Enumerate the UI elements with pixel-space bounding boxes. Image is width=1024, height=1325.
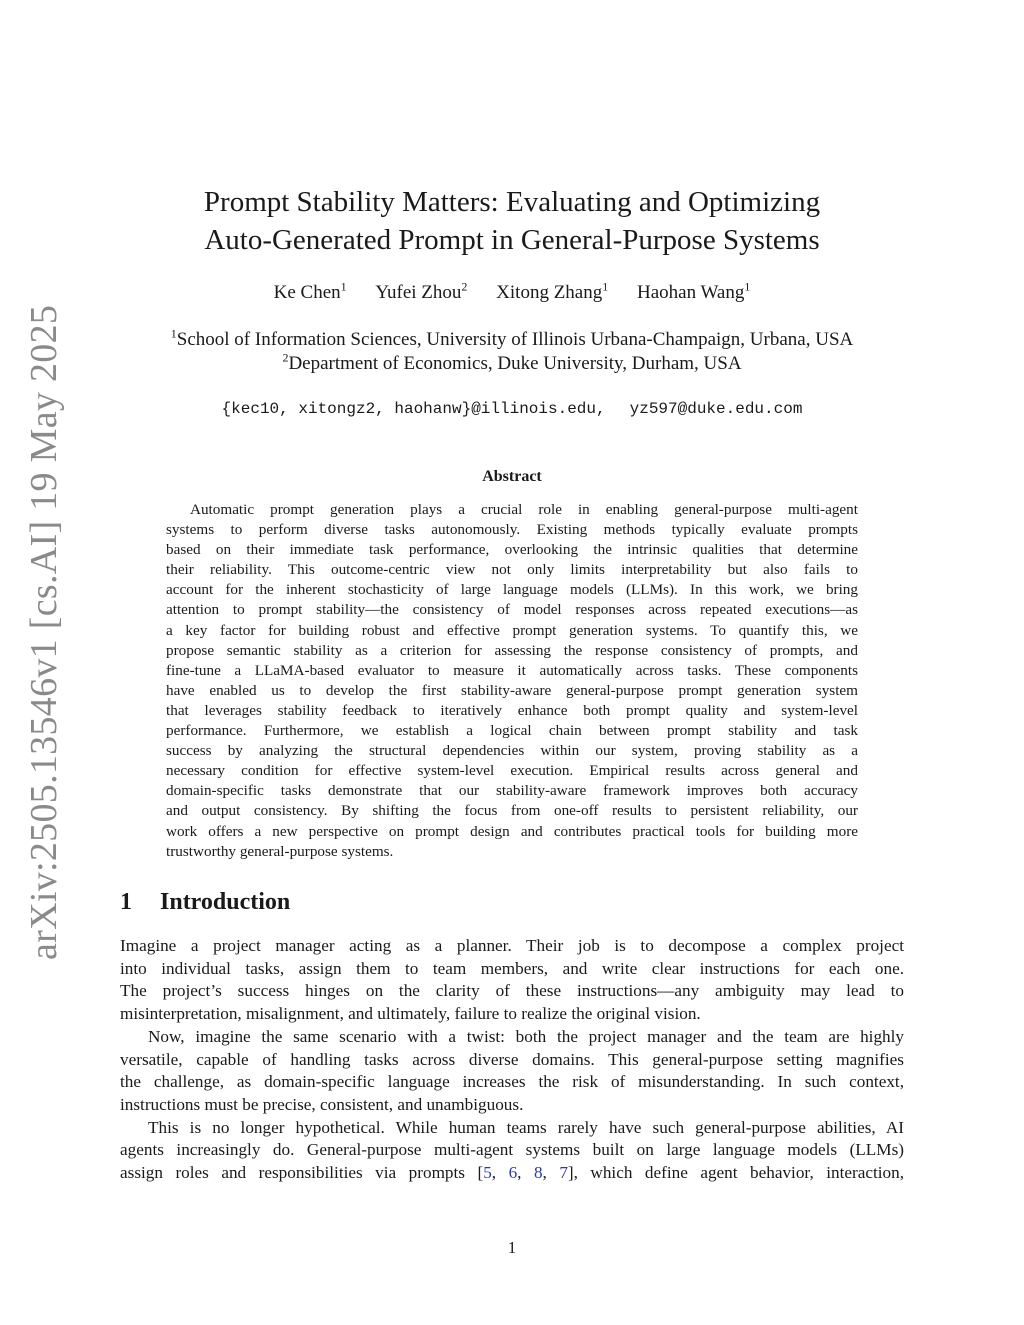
body-line: versatile, capable of handling tasks across diverse domains. This general-purpose setting magnifies (120, 1049, 904, 1069)
title-line-2: Auto-Generated Prompt in General-Purpose Systems (204, 224, 820, 256)
body-line: misinterpretation, misalignment, and ultimately, failure to realize the original vision. (120, 1004, 701, 1024)
abstract-line: and output consistency. By shifting the focus from one-off results to persistent reliability, our (166, 802, 858, 820)
abstract-line: trustworthy general-purpose systems. (166, 842, 394, 860)
body-line: Now, imagine the same scenario with a twist: both the project manager and the team are highly (148, 1026, 904, 1046)
body-line-with-citations: assign roles and responsibilities via prompts [5, 6, 8, 7], which define agent behavior, interaction, (120, 1163, 905, 1183)
body-line: the challenge, as domain-specific language increases the risk of misunderstanding. In such context, (120, 1072, 904, 1092)
title-line-1: Prompt Stability Matters: Evaluating and Optimizing (203, 186, 821, 218)
abstract-line: based on their immediate task performance, overlooking the intrinsic qualities that determine (166, 541, 858, 559)
abstract-line: necessary condition for effective system-level execution. Empirical results across general and (166, 762, 858, 780)
abstract-line: their reliability. This outcome-centric view not only limits interpretability but also fails to (166, 561, 858, 579)
author-list (0, 279, 1024, 304)
author: Ke Chen$^1$ (273, 279, 347, 303)
affiliations (0, 328, 1024, 376)
section-heading-introduction (120, 889, 290, 916)
abstract-line: that leverages stability feedback to iteratively enhance both prompt quality and system-level (166, 701, 858, 719)
author-emails (0, 400, 1024, 418)
abstract-line: have enabled us to develop the first stability-aware general-purpose prompt generation system (166, 681, 858, 699)
affiliation: $^1$School of Information Sciences, University of Illinois Urbana-Champaign, Urbana, USA (170, 326, 854, 350)
body-line: Imagine a project manager acting as a planner. Their job is to decompose a complex project (120, 936, 904, 955)
paper-title (0, 183, 1024, 259)
email-illinois: {kec10, xitongz2, haohanw}@illinois.edu, (221, 400, 606, 418)
abstract-heading: Abstract (482, 468, 542, 485)
section-number: 1 (120, 889, 132, 915)
email-duke: yz597@duke.edu.com (629, 400, 803, 418)
citation-link[interactable]: 6 (508, 1163, 518, 1183)
citation-link[interactable]: 8 (533, 1163, 543, 1183)
author: Xitong Zhang$^1$ (496, 279, 609, 303)
section-title: Introduction (160, 889, 291, 915)
abstract-line: a key factor for building robust and effective prompt generation systems. To quantify this, we (166, 621, 858, 639)
body-line: This is no longer hypothetical. While human teams rarely have such general-purpose abilities, AI (148, 1117, 904, 1137)
abstract-line: domain-specific tasks demonstrate that our stability-aware framework improves both accuracy (166, 782, 858, 800)
body-line: The project’s success hinges on the clarity of these instructions—any ambiguity may lead to (120, 981, 904, 1001)
author: Haohan Wang$^1$ (637, 279, 751, 303)
abstract-line: propose semantic stability as a criterion for assessing the response consistency of prompts, and (166, 641, 858, 659)
abstract-line: fine-tune a LLaMA-based evaluator to measure it automatically across tasks. These components (166, 661, 858, 679)
arxiv-stamp: arXiv:2505.13546v1 [cs.AI] 19 May 2025 (23, 304, 65, 960)
body-line: instructions must be precise, consistent, and unambiguous. (120, 1094, 524, 1114)
citation-link[interactable]: 5 (483, 1163, 492, 1183)
abstract-line: success by analyzing the structural dependencies within our system, proving stability as a (166, 742, 858, 760)
page-number: 1 (507, 1238, 517, 1257)
abstract-line: Automatic prompt generation plays a crucial role in enabling general-purpose multi-agent (190, 501, 858, 518)
introduction-body (120, 935, 904, 1185)
abstract-line: performance. Furthermore, we establish a logical chain between prompt stability and task (166, 722, 858, 740)
citation-link[interactable]: 7 (559, 1163, 568, 1183)
affiliation: $^2$Department of Economics, Duke University, Durham, USA (282, 350, 742, 374)
body-line: into individual tasks, assign them to team members, and write clear instructions for each one. (120, 958, 904, 978)
author: Yufei Zhou$^2$ (375, 279, 468, 303)
abstract-line: work offers a new perspective on prompt design and contributes practical tools for building more (166, 822, 858, 840)
abstract-line: systems to perform diverse tasks autonomously. Existing methods typically evaluate prompts (166, 521, 858, 539)
abstract-body (166, 500, 858, 862)
body-line: agents increasingly do. General-purpose multi-agent systems built on large language models (LLMs) (120, 1140, 904, 1160)
abstract-line: attention to prompt stability—the consistency of model responses across repeated executions—as (166, 601, 858, 619)
abstract-line: account for the inherent stochasticity of large language models (LLMs). In this work, we bring (166, 581, 858, 599)
